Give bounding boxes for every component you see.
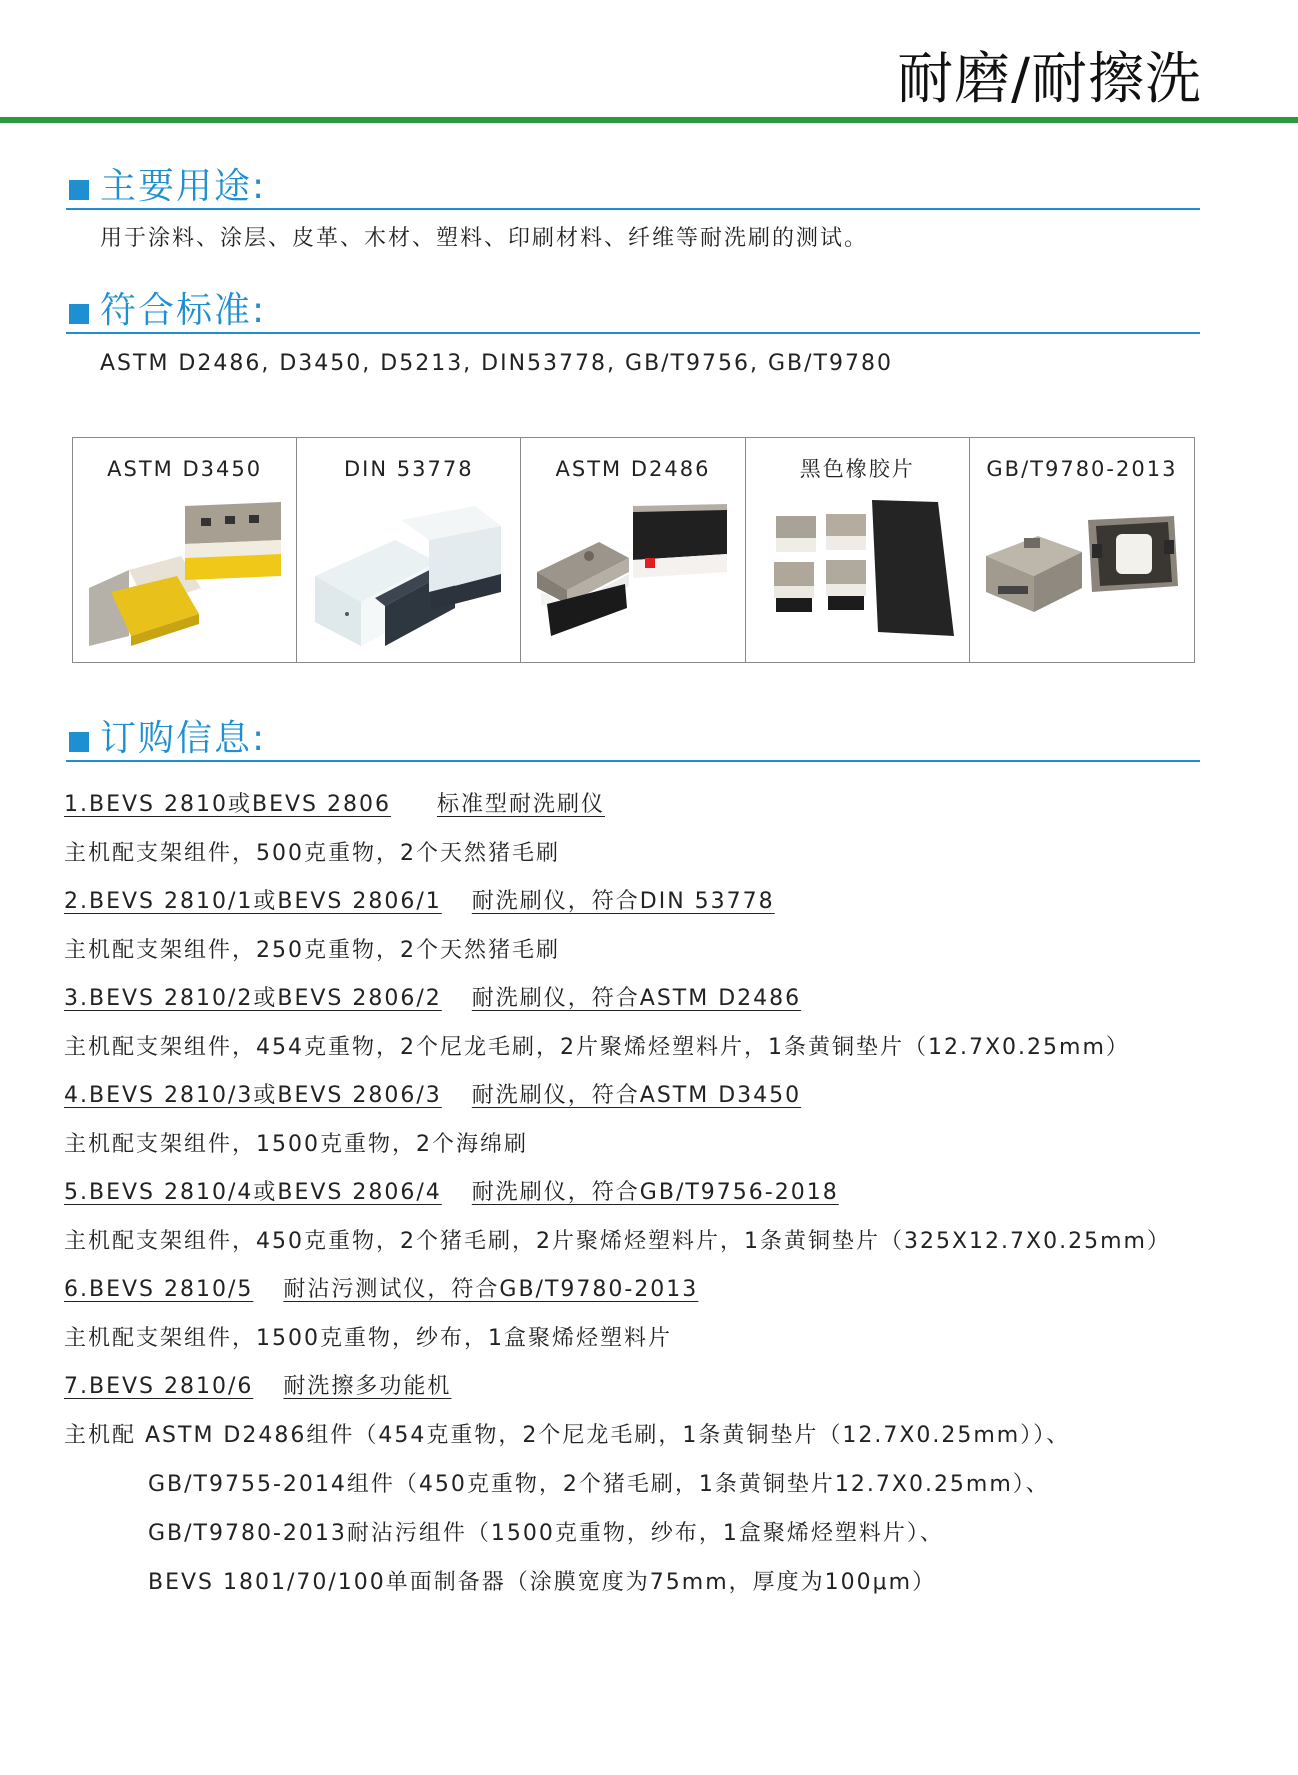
accessory-label: DIN 53778 — [344, 457, 474, 481]
accessory-label: 黑色橡胶片 — [799, 457, 915, 481]
order-item-title — [64, 1081, 801, 1111]
accessory-cell-astm-d2486 — [521, 438, 745, 662]
order-item-title — [64, 984, 801, 1014]
page-title: 耐磨/耐擦洗 — [897, 47, 1202, 112]
page-header — [0, 0, 1298, 124]
bristle-brush-icon — [529, 496, 737, 646]
order-item-desc-continued: GB/T9755-2014组件（450克重物，2个猪毛刷，1条黄铜垫片12.7X0.25mm）、 — [148, 1472, 1050, 1497]
accessory-cell-rubber-sheet — [746, 438, 970, 662]
square-bullet-icon — [69, 304, 89, 324]
order-item-desc: 主机配支架组件，250克重物，2个天然猪毛刷 — [64, 938, 560, 963]
usage-text: 用于涂料、涂层、皮革、木材、塑料、印刷材料、纤维等耐洗刷的测试。 — [100, 226, 869, 251]
order-name: 耐洗擦多功能机 — [283, 1374, 452, 1399]
header-rule — [0, 117, 1298, 123]
accessory-table — [72, 437, 1195, 663]
order-model: 7.BEVS 2810/6 — [64, 1374, 254, 1399]
order-item-desc: 主机配 ASTM D2486组件（454克重物，2个尼龙毛刷，1条黄铜垫片（12.7X0.25mm））、 — [64, 1423, 1071, 1448]
usage-heading-text: 主要用途: — [100, 166, 267, 207]
order-item-desc-continued: BEVS 1801/70/100单面制备器（涂膜宽度为75mm，厚度为100μm） — [148, 1570, 937, 1595]
square-bullet-icon — [69, 180, 89, 200]
rubber-sheet-icon — [754, 496, 962, 646]
accessory-label: ASTM D2486 — [555, 457, 711, 481]
accessory-cell-astm-d3450 — [73, 438, 297, 662]
order-model: 5.BEVS 2810/4或BEVS 2806/4 — [64, 1180, 442, 1205]
order-item-desc: 主机配支架组件，450克重物，2个猪毛刷，2片聚烯烃塑料片，1条黄铜垫片（325X12.7X0.25mm） — [64, 1229, 1171, 1254]
order-name: 耐沾污测试仪，符合GB/T9780-2013 — [283, 1277, 699, 1302]
metal-holder-icon — [978, 496, 1186, 646]
order-model: 3.BEVS 2810/2或BEVS 2806/2 — [64, 986, 442, 1011]
order-name: 标准型耐洗刷仪 — [436, 792, 605, 817]
order-name: 耐洗刷仪，符合ASTM D2486 — [471, 986, 802, 1011]
order-item-title — [64, 1275, 698, 1305]
ordering-heading — [66, 714, 1200, 762]
order-model: 1.BEVS 2810或BEVS 2806 — [64, 792, 391, 817]
order-model: 6.BEVS 2810/5 — [64, 1277, 254, 1302]
order-name: 耐洗刷仪，符合GB/T9756-2018 — [471, 1180, 839, 1205]
accessory-cell-din-53778 — [297, 438, 521, 662]
accessory-label: GB/T9780-2013 — [986, 457, 1178, 481]
order-item-desc: 主机配支架组件，454克重物，2个尼龙毛刷，2片聚烯烃塑料片，1条黄铜垫片（12.7X0.25mm） — [64, 1035, 1130, 1060]
standards-heading — [66, 286, 1200, 334]
square-bullet-icon — [69, 732, 89, 752]
sponge-brush-icon — [81, 496, 289, 646]
accessory-label: ASTM D3450 — [107, 457, 263, 481]
ordering-heading-text: 订购信息: — [100, 718, 267, 759]
order-name: 耐洗刷仪，符合DIN 53778 — [471, 889, 775, 914]
order-name: 耐洗刷仪，符合ASTM D3450 — [471, 1083, 802, 1108]
order-item-title — [64, 1178, 839, 1208]
order-item-title — [64, 1372, 451, 1402]
order-item-desc: 主机配支架组件，1500克重物，2个海绵刷 — [64, 1132, 528, 1157]
accessory-cell-gb-t9780 — [970, 438, 1194, 662]
standards-heading-text: 符合标准: — [100, 290, 267, 331]
order-model: 2.BEVS 2810/1或BEVS 2806/1 — [64, 889, 442, 914]
order-item-title — [64, 887, 775, 917]
order-item-desc: 主机配支架组件，1500克重物，纱布，1盒聚烯烃塑料片 — [64, 1326, 672, 1351]
plastic-block-icon — [305, 496, 513, 646]
order-item-title — [64, 790, 605, 820]
standards-text: ASTM D2486, D3450, D5213, DIN53778, GB/T9756, GB/T9780 — [100, 351, 893, 376]
order-item-desc-continued: GB/T9780-2013耐沾污组件（1500克重物，纱布，1盒聚烯烃塑料片）、 — [148, 1521, 944, 1546]
order-item-desc: 主机配支架组件，500克重物，2个天然猪毛刷 — [64, 841, 560, 866]
usage-heading — [66, 162, 1200, 210]
order-model: 4.BEVS 2810/3或BEVS 2806/3 — [64, 1083, 442, 1108]
